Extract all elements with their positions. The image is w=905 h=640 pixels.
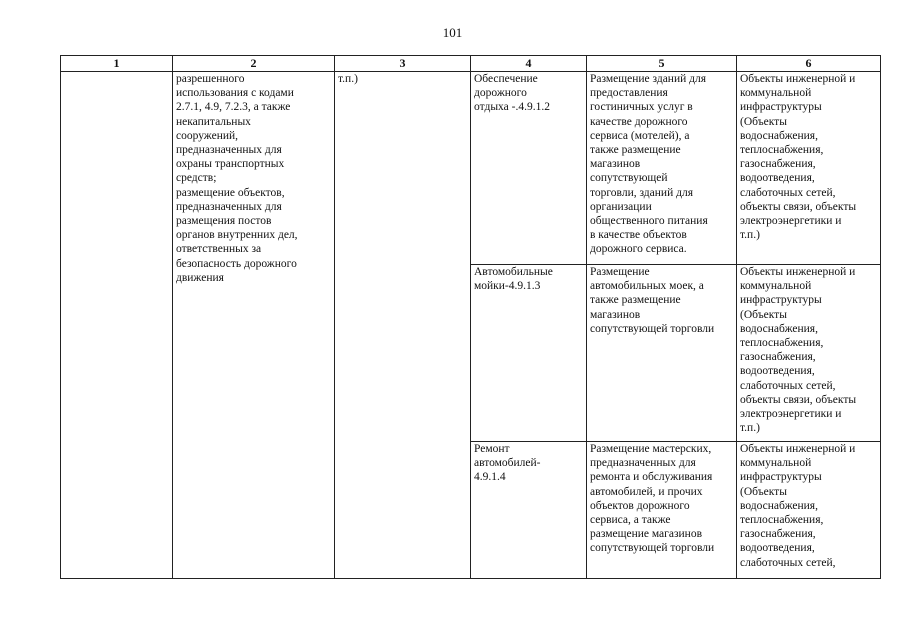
use-type-text: Ремонт автомобилей- 4.9.1.4 [474,443,541,484]
zoning-table [60,55,881,579]
description-text: Размещение автомобильных моек, а также размещение магазинов сопутствующей торговли [590,266,715,335]
col1-cell [61,72,173,579]
infrastructure-text: Объекты инженерной и коммунальной инфраструктуры (Объекты водоснабжения, теплоснабжения, газоснабжения, водоотведения, слаботочных сетей, [740,443,856,569]
use-type-cell [471,265,587,442]
col2-cell [173,72,335,579]
col3-cell [335,72,471,579]
col-header-1: 1 [61,56,173,72]
col-header-5: 5 [587,56,737,72]
header-row [61,56,881,72]
description-cell [587,442,737,579]
infrastructure-cell [737,442,881,579]
description-text: Размещение мастерских, предназначенных для ремонта и обслуживания автомобилей, и прочих объектов дорожного сервиса, а также размещение магазинов сопутствующей торговли [590,443,715,555]
use-type-text: Автомобильные мойки-4.9.1.3 [474,266,553,293]
use-type-text: Обеспечение дорожного отдыха -.4.9.1.2 [474,73,550,114]
use-type-cell [471,442,587,579]
col-header-4: 4 [471,56,587,72]
col2-text: разрешенного использования с кодами 2.7.1, 4.9, 7.2.3, а также некапитальных сооружений, предназначенных для охраны транспортных средств; размещение объектов, предназначенных для размещения постов органов внутренних дел, ответственных за безопасность дорожного движения [176,73,298,284]
page-number: 101 [442,25,463,40]
col-header-6: 6 [737,56,881,72]
description-cell [587,265,737,442]
description-cell [587,72,737,265]
infrastructure-text: Объекты инженерной и коммунальной инфраструктуры (Объекты водоснабжения, теплоснабжения, газоснабжения, водоотведения, слаботочных сетей, объекты связи, объекты электроэнергетики и т.п.) [740,266,857,435]
use-type-cell [471,72,587,265]
description-text: Размещение зданий для предоставления гостиничных услуг в качестве дорожного сервиса (мотелей), а также размещение магазинов сопутствующей торговли, зданий для организации общественного питания в качестве объектов дорожного сервиса. [590,73,708,256]
col-header-3: 3 [335,56,471,72]
table-row [61,72,881,265]
infrastructure-cell [737,72,881,265]
infrastructure-cell [737,265,881,442]
col3-text: т.п.) [338,73,358,85]
col-header-2: 2 [173,56,335,72]
infrastructure-text: Объекты инженерной и коммунальной инфраструктуры (Объекты водоснабжения, теплоснабжения, газоснабжения, водоотведения, слаботочных сетей, объекты связи, объекты электроэнергетики и т.п.) [740,73,857,242]
